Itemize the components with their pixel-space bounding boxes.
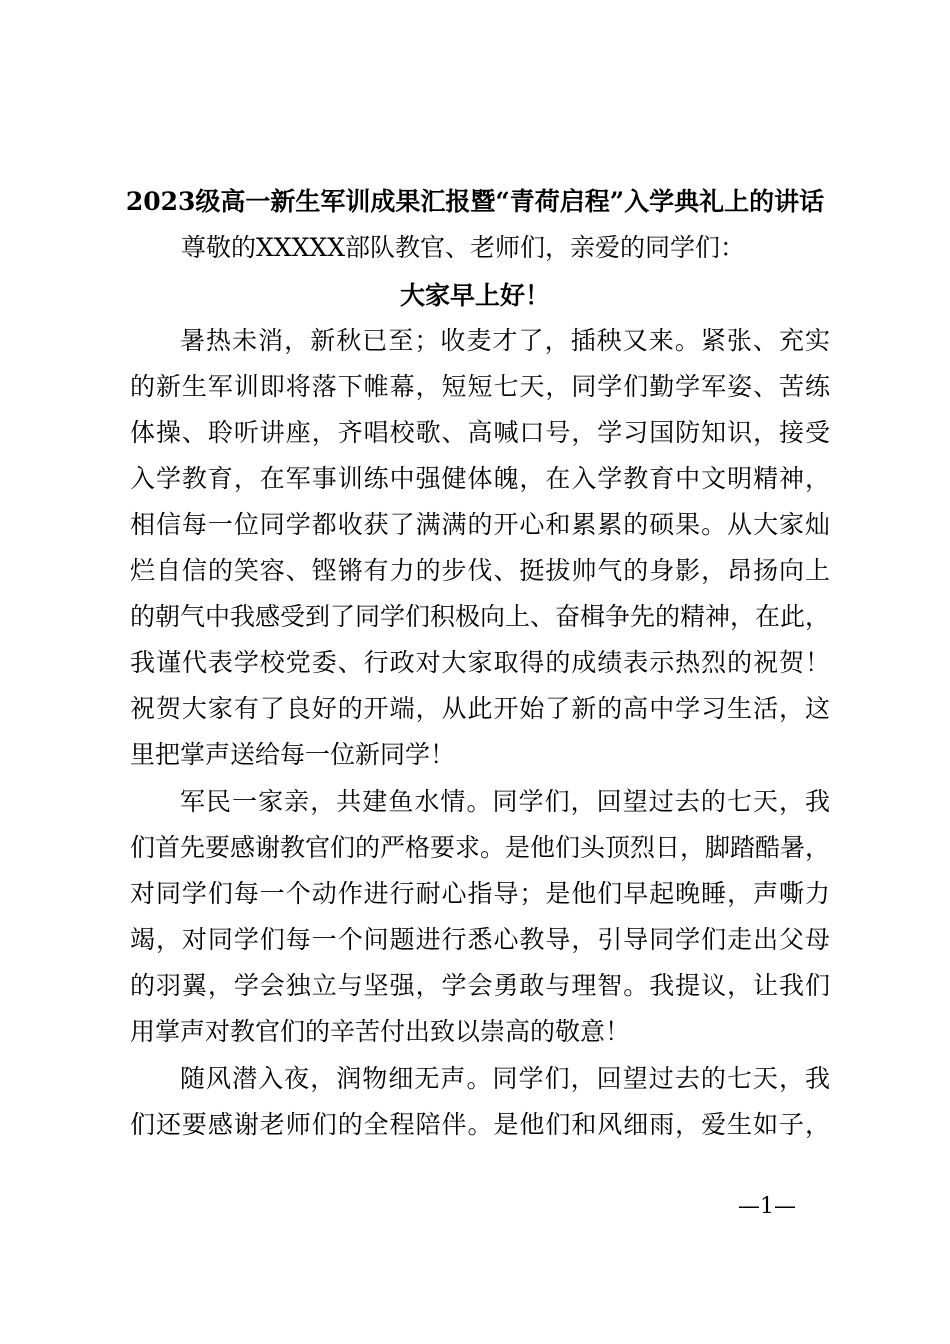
paragraph-line: 暑热未消，新秋已至；收麦才了，插秧又来。紧张、充实 bbox=[180, 326, 830, 355]
speech-title: 2023级高一新生军训成果汇报暨“青荷启程”入学典礼上的讲话 bbox=[125, 187, 825, 216]
paragraph-line: 们还要感谢老师们的全程陪伴。是他们和风细雨，爱生如子， bbox=[130, 1110, 830, 1139]
paragraph-line: 竭，对同学们每一个问题进行悉心教导，引导同学们走出父母 bbox=[130, 925, 830, 954]
paragraph-line: 的新生军训即将落下帷幕，短短七天，同学们勤学军姿、苦练 bbox=[130, 372, 830, 401]
paragraph-line: 军民一家亲，共建鱼水情。同学们，回望过去的七天，我 bbox=[180, 787, 830, 816]
paragraph-line: 们首先要感谢教官们的严格要求。是他们头顶烈日，脚踏酷暑， bbox=[130, 833, 831, 862]
paragraph-line: 入学教育，在军事训练中强健体魄，在入学教育中文明精神， bbox=[130, 464, 830, 493]
page-number: —1— bbox=[738, 1194, 796, 1219]
paragraph-3 bbox=[130, 1056, 830, 1148]
salutation: 尊敬的XXXXX部队教官、老师们，亲爱的同学们： bbox=[181, 233, 745, 262]
paragraph-1 bbox=[130, 318, 830, 778]
paragraph-line: 随风潜入夜，润物细无声。同学们，回望过去的七天，我 bbox=[180, 1064, 830, 1093]
paragraph-line: 里把掌声送给每一位新同学！ bbox=[130, 740, 456, 769]
greeting: 大家早上好！ bbox=[399, 281, 550, 310]
paragraph-line: 对同学们每一个动作进行耐心指导；是他们早起晚睡，声嘶力 bbox=[130, 879, 830, 908]
paragraph-line: 相信每一位同学都收获了满满的开心和累累的硕果。从大家灿 bbox=[130, 510, 830, 539]
paragraph-line: 烂自信的笑容、铿锵有力的步伐、挺拔帅气的身影，昂扬向上 bbox=[130, 556, 830, 585]
paragraph-line: 用掌声对教官们的辛苦付出致以崇高的敬意！ bbox=[130, 1017, 631, 1046]
paragraph-line: 祝贺大家有了良好的开端，从此开始了新的高中学习生活，这 bbox=[130, 694, 830, 723]
paragraph-2 bbox=[130, 779, 830, 1055]
paragraph-line: 我谨代表学校党委、行政对大家取得的成绩表示热烈的祝贺！ bbox=[130, 648, 830, 677]
paragraph-line: 的朝气中我感受到了同学们积极向上、奋楫争先的精神，在此， bbox=[130, 602, 831, 631]
paragraph-line: 的羽翼，学会独立与坚强，学会勇敢与理智。我提议，让我们 bbox=[130, 971, 830, 1000]
paragraph-line: 体操、聆听讲座，齐唱校歌、高喊口号，学习国防知识，接受 bbox=[130, 418, 830, 447]
